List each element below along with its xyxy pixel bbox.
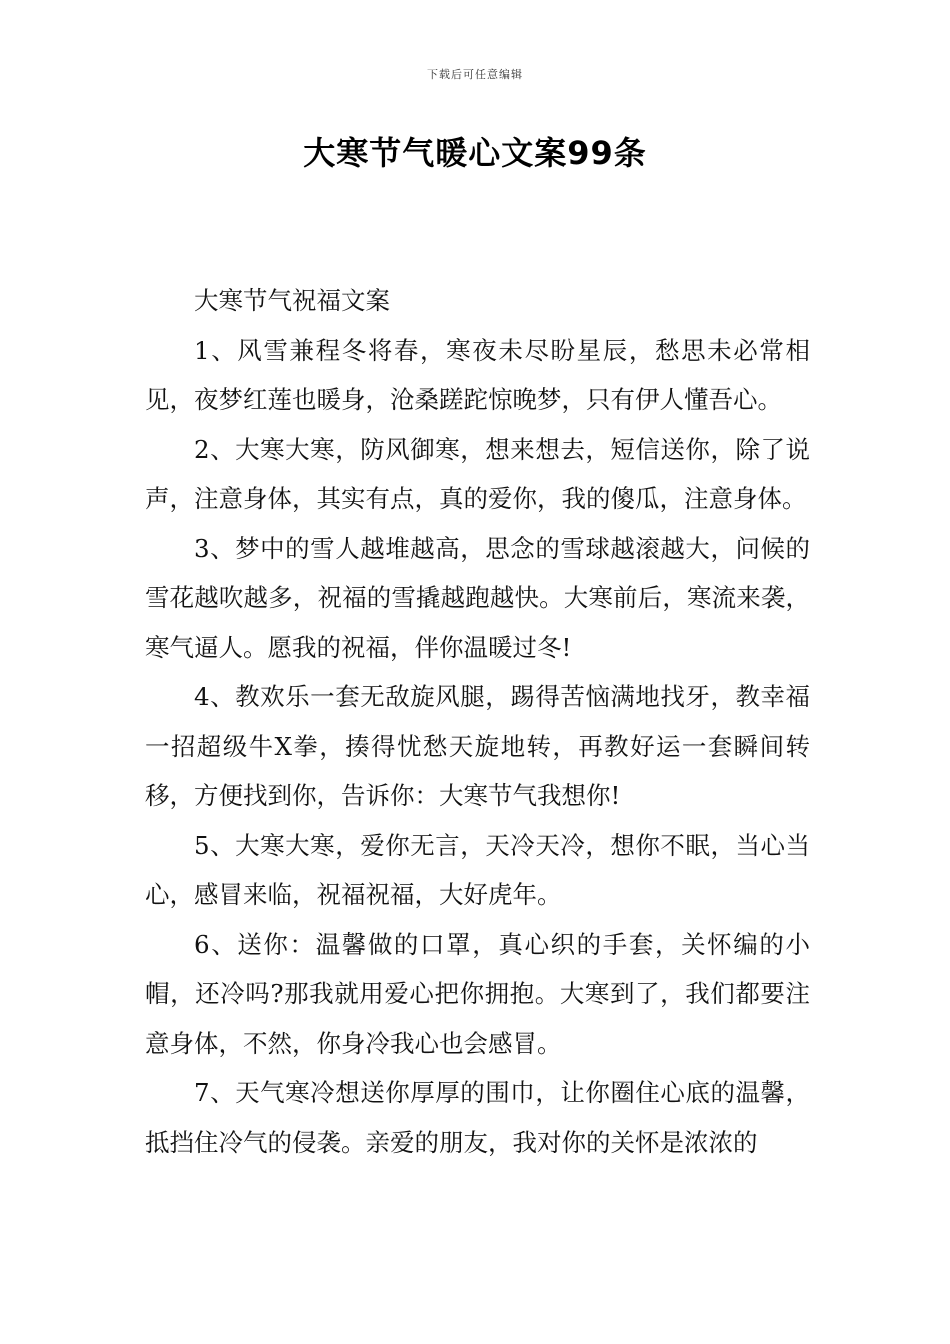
paragraph-2: 2、大寒大寒，防风御寒，想来想去，短信送你，除了说声，注意身体，其实有点，真的爱你，我的傻瓜，注意身体。 (145, 434, 810, 513)
paragraph-3: 3、梦中的雪人越堆越高，思念的雪球越滚越大，问候的雪花越吹越多，祝福的雪撬越跑越快。大寒前后，寒流来袭，寒气逼人。愿我的祝福，伴你温暖过冬! (145, 533, 810, 662)
paragraph-1: 1、风雪兼程冬将春，寒夜未尽盼星辰，愁思未必常相见，夜梦红莲也暖身，沧桑蹉跎惊晚梦，只有伊人懂吾心。 (145, 335, 810, 414)
paragraph-7: 7、天气寒冷想送你厚厚的围巾，让你圈住心底的温馨，抵挡住冷气的侵袭。亲爱的朋友，我对你的关怀是浓浓的 (145, 1078, 810, 1157)
document-body (145, 276, 810, 1167)
document-title: 大寒节气暖心文案99条 (303, 134, 647, 172)
paragraph-4: 4、教欢乐一套无敌旋风腿，踢得苦恼满地找牙，教幸福一招超级牛X拳，揍得忧愁天旋地转，再教好运一套瞬间转移，方便找到你，告诉你：大寒节气我想你! (145, 682, 810, 810)
page-header-note: 下载后可任意编辑 (427, 68, 523, 81)
paragraph-6: 6、送你：温馨做的口罩，真心织的手套，关怀编的小帽，还冷吗?那我就用爱心把你拥抱。大寒到了，我们都要注意身体，不然，你身冷我心也会感冒。 (145, 929, 810, 1058)
section-subheading: 大寒节气祝福文案 (194, 286, 390, 315)
paragraph-5: 5、大寒大寒，爱你无言，天冷天冷，想你不眠，当心当心，感冒来临，祝福祝福，大好虎年。 (145, 830, 810, 909)
